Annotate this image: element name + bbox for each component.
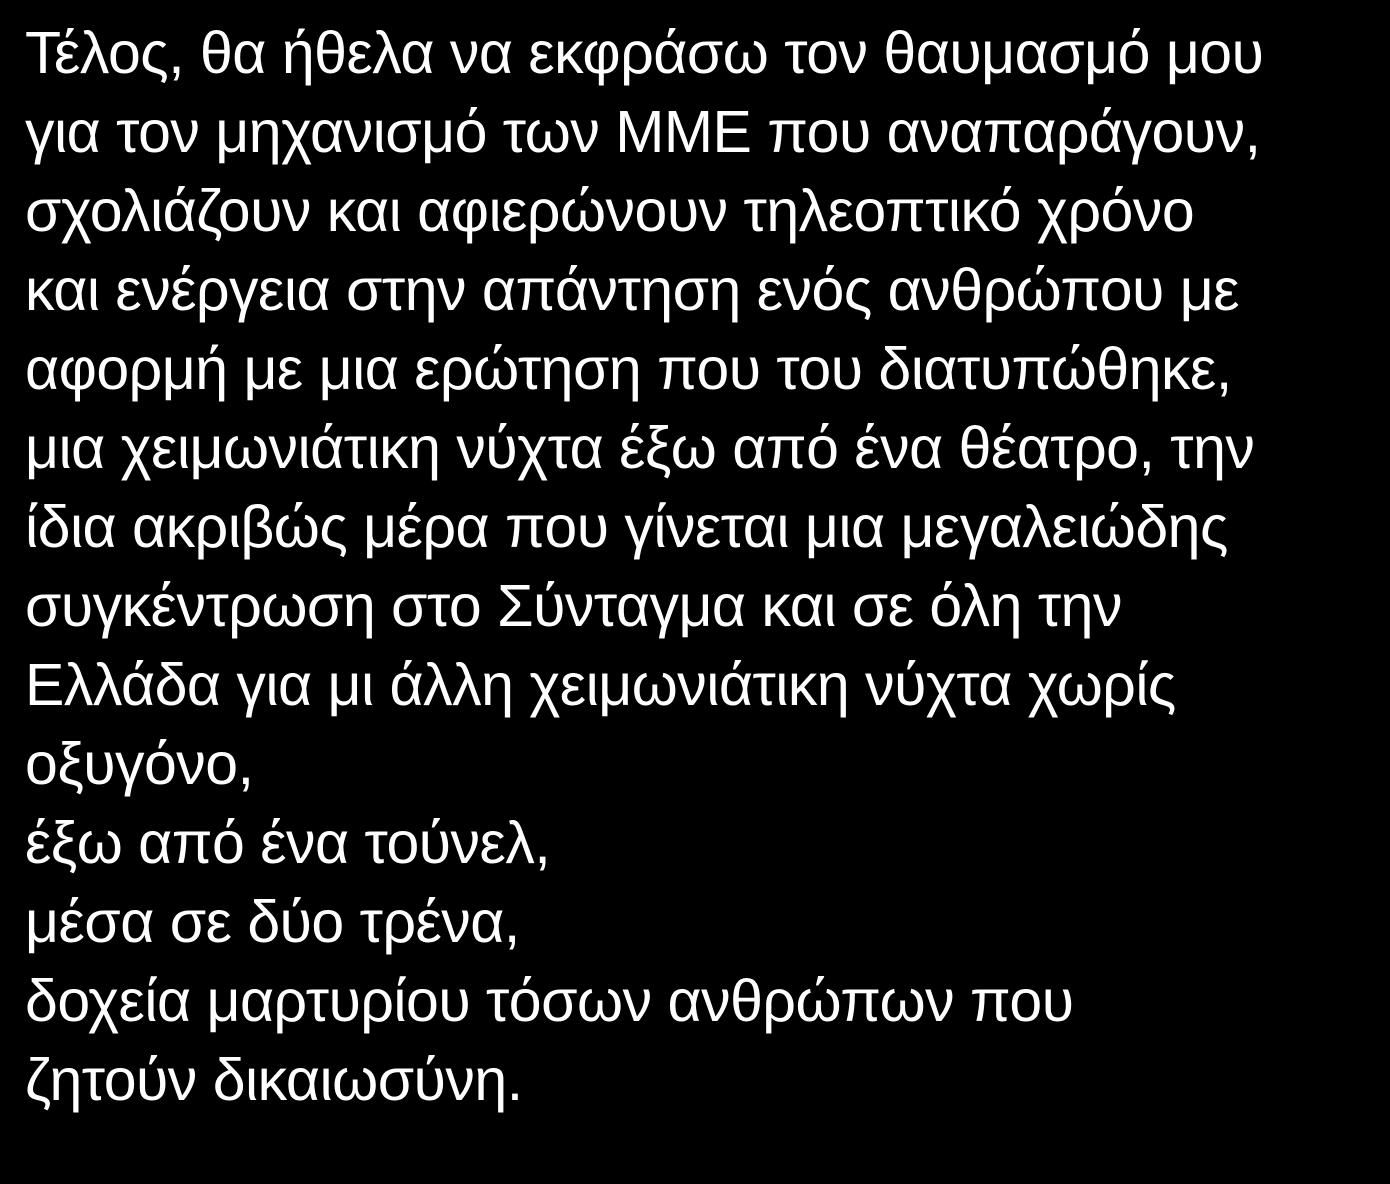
text-line-8: συγκέντρωση στο Σύνταγμα και σε όλη την: [25, 573, 1122, 639]
text-line-14: ζητούν δικαιωσύνη.: [25, 1047, 523, 1113]
text-line-2: για τον μηχανισμό των ΜΜΕ που αναπαράγουν,: [25, 99, 1261, 165]
text-line-9: Ελλάδα για μι άλλη χειμωνιάτικη νύχτα χωρίς: [25, 652, 1176, 718]
text-line-12: μέσα σε δύο τρένα,: [25, 889, 520, 955]
text-line-6: μια χειμωνιάτικη νύχτα έξω από ένα θέατρο, την: [25, 415, 1255, 481]
text-line-5: αφορμή με μια ερώτηση που του διατυπώθηκε,: [25, 336, 1232, 402]
text-block: [25, 14, 1376, 1120]
text-line-3: σχολιάζουν και αφιερώνουν τηλεοπτικό χρόνο: [25, 178, 1195, 244]
text-line-4: και ενέργεια στην απάντηση ενός ανθρώπου με: [25, 257, 1240, 323]
text-line-11: έξω από ένα τούνελ,: [25, 810, 551, 876]
text-line-13: δοχεία μαρτυρίου τόσων ανθρώπων που: [25, 968, 1074, 1034]
text-line-7: ίδια ακριβώς μέρα που γίνεται μια μεγαλειώδης: [25, 494, 1228, 560]
text-line-1: Τέλος, θα ήθελα να εκφράσω τον θαυμασμό μου: [25, 20, 1264, 86]
text-line-10: οξυγόνο,: [25, 731, 254, 797]
